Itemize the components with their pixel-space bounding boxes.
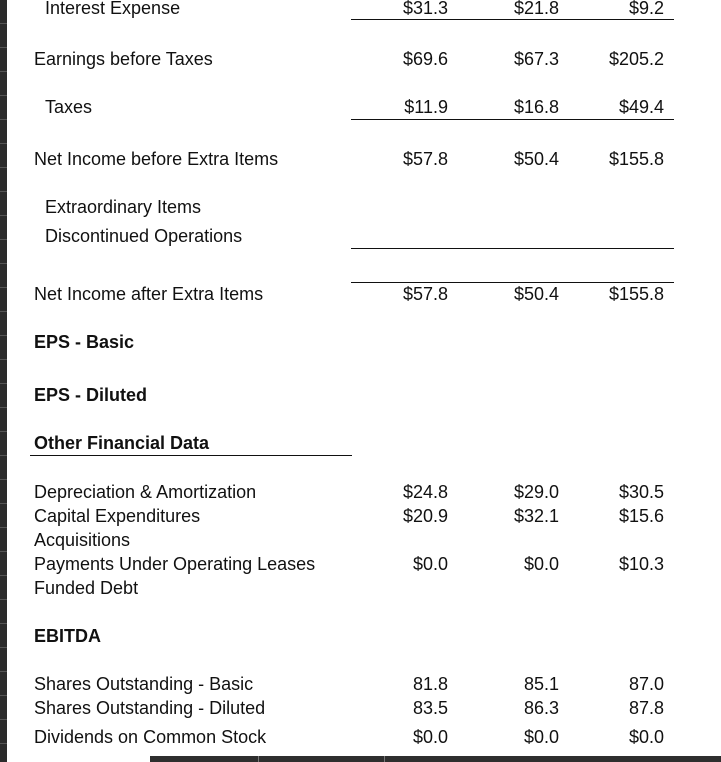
value-shares-basic-y1: 81.8 [412, 674, 448, 694]
value-taxes-y3: $49.4 [618, 97, 664, 117]
value-ni-before-y3: $155.8 [608, 149, 664, 169]
row-label-discontinued-operations: Discontinued Operations [45, 226, 243, 246]
value-da-y1: $24.8 [402, 482, 448, 502]
subtotal-rule [351, 119, 674, 120]
section-heading-other-financial-data: Other Financial Data [34, 433, 210, 453]
row-label-net-income-before-extra: Net Income before Extra Items [34, 149, 279, 169]
row-label-eps-diluted: EPS - Diluted [34, 385, 148, 405]
row-label-acquisitions: Acquisitions [34, 530, 131, 550]
value-da-y3: $30.5 [618, 482, 664, 502]
value-shares-diluted-y3: 87.8 [628, 698, 664, 718]
value-shares-basic-y2: 85.1 [523, 674, 559, 694]
value-interest-expense-y3: $9.2 [628, 0, 664, 18]
row-label-extraordinary-items: Extraordinary Items [45, 197, 202, 217]
value-capex-y3: $15.6 [618, 506, 664, 526]
toolbar-separator [384, 756, 385, 762]
row-label-net-income-after-extra: Net Income after Extra Items [34, 284, 264, 304]
value-da-y2: $29.0 [513, 482, 559, 502]
value-leases-y2: $0.0 [523, 554, 559, 574]
value-ebt-y3: $205.2 [608, 49, 664, 69]
bottom-toolbar [150, 756, 721, 762]
value-ni-after-y3: $155.8 [608, 284, 664, 304]
value-capex-y2: $32.1 [513, 506, 559, 526]
value-capex-y1: $20.9 [402, 506, 448, 526]
toolbar-separator [258, 756, 259, 762]
value-interest-expense-y1: $31.3 [402, 0, 448, 18]
row-label-eps-basic: EPS - Basic [34, 332, 135, 352]
row-label-capital-expenditures: Capital Expenditures [34, 506, 201, 526]
subtotal-rule [351, 19, 674, 20]
value-ebt-y2: $67.3 [513, 49, 559, 69]
value-leases-y1: $0.0 [412, 554, 448, 574]
left-scroll-rail [0, 0, 7, 762]
row-label-depreciation-amortization: Depreciation & Amortization [34, 482, 257, 502]
row-label-interest-expense: Interest Expense [45, 0, 181, 18]
value-taxes-y2: $16.8 [513, 97, 559, 117]
row-label-shares-basic: Shares Outstanding - Basic [34, 674, 254, 694]
value-dividends-y1: $0.0 [412, 727, 448, 747]
row-label-earnings-before-taxes: Earnings before Taxes [34, 49, 213, 69]
value-ni-after-y2: $50.4 [513, 284, 559, 304]
row-label-taxes: Taxes [45, 97, 93, 117]
value-shares-basic-y3: 87.0 [628, 674, 664, 694]
value-leases-y3: $10.3 [618, 554, 664, 574]
row-label-ebitda: EBITDA [34, 626, 101, 646]
row-label-dividends-common: Dividends on Common Stock [34, 727, 267, 747]
subtotal-rule [351, 248, 674, 249]
financial-statement-page [7, 0, 721, 762]
value-ni-after-y1: $57.8 [402, 284, 448, 304]
row-label-operating-leases: Payments Under Operating Leases [34, 554, 316, 574]
row-label-shares-diluted: Shares Outstanding - Diluted [34, 698, 266, 718]
value-ni-before-y1: $57.8 [402, 149, 448, 169]
value-ni-before-y2: $50.4 [513, 149, 559, 169]
value-dividends-y2: $0.0 [523, 727, 559, 747]
row-label-funded-debt: Funded Debt [34, 578, 139, 598]
value-shares-diluted-y1: 83.5 [412, 698, 448, 718]
value-interest-expense-y2: $21.8 [513, 0, 559, 18]
value-dividends-y3: $0.0 [628, 727, 664, 747]
value-taxes-y1: $11.9 [404, 97, 448, 117]
value-shares-diluted-y2: 86.3 [523, 698, 559, 718]
value-ebt-y1: $69.6 [402, 49, 448, 69]
section-heading-rule [30, 455, 352, 456]
